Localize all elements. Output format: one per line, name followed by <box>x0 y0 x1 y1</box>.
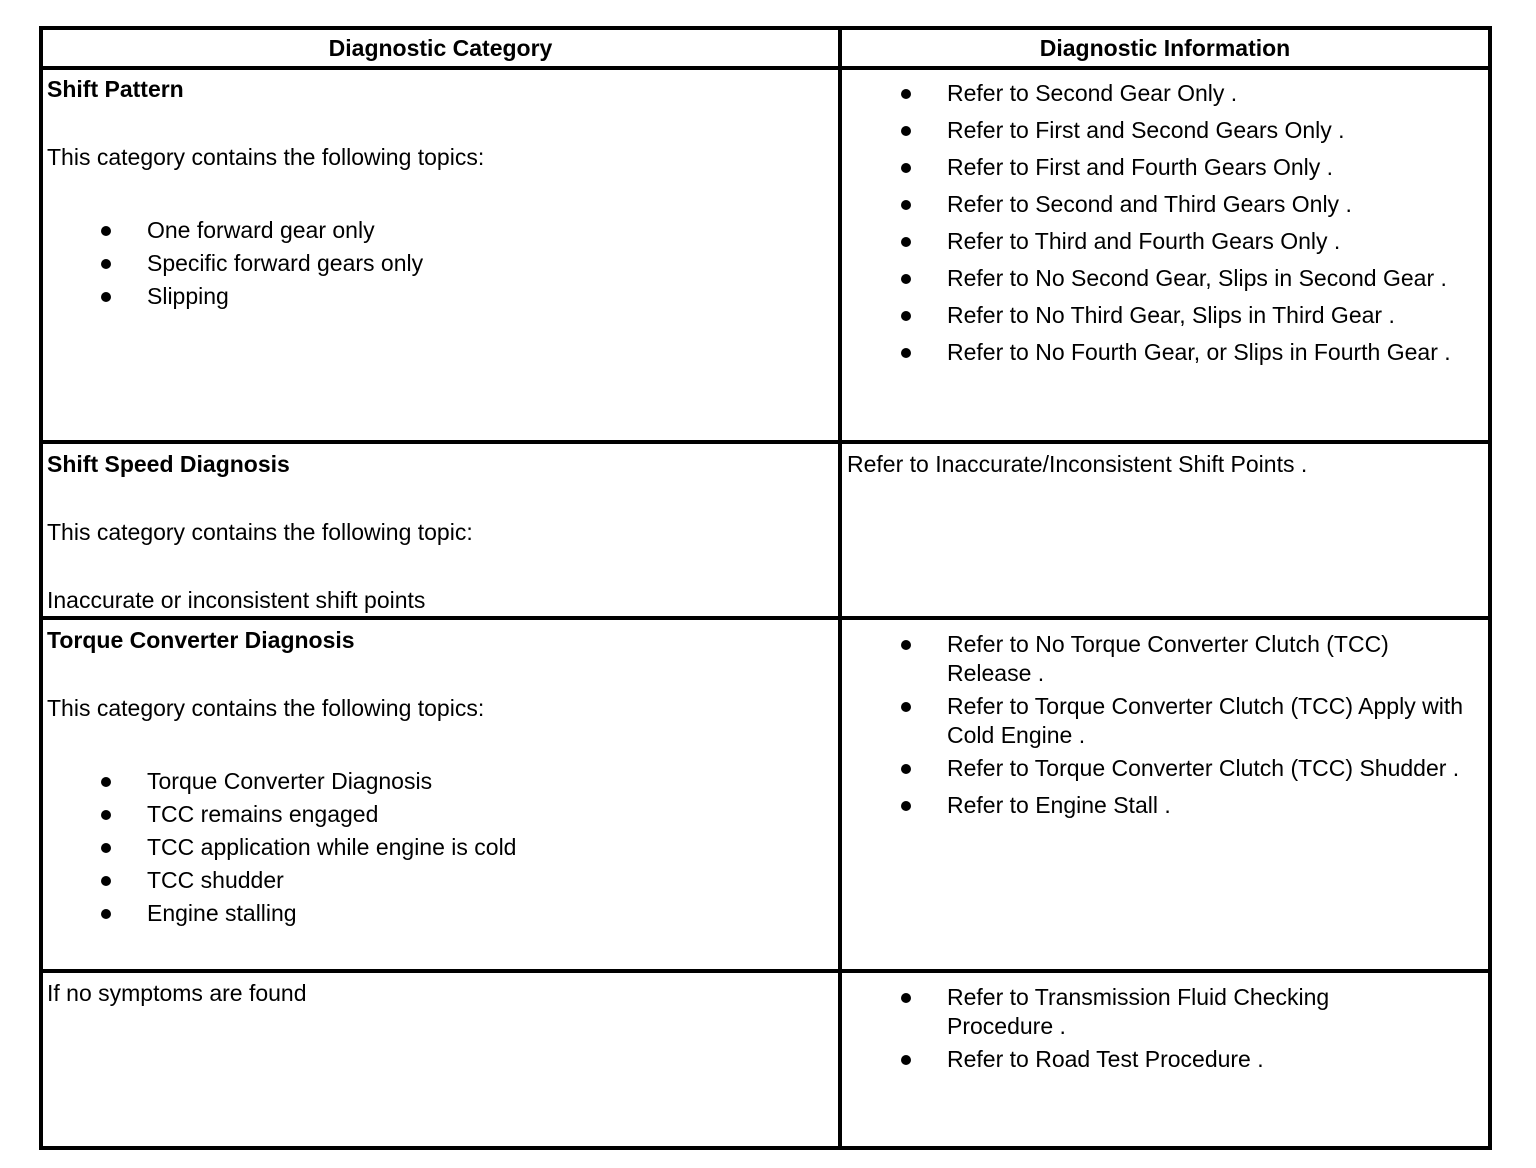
category-intro: This category contains the following topics: <box>47 144 485 170</box>
category-title: Torque Converter Diagnosis <box>47 627 355 653</box>
list-item: TCC application while engine is cold <box>47 831 832 864</box>
bullet-icon <box>101 259 111 269</box>
list-item: Refer to Second and Third Gears Only . <box>847 190 1487 223</box>
info-text: Refer to Inaccurate/Inconsistent Shift Points . <box>847 451 1308 477</box>
bullet-icon <box>101 292 111 302</box>
category-cell-no-symptoms <box>47 977 832 1010</box>
info-cell-shift-pattern <box>847 79 1487 375</box>
info-list <box>847 983 1407 1078</box>
bullet-icon <box>901 163 911 173</box>
category-title: Shift Speed Diagnosis <box>47 451 290 477</box>
header-diagnostic-information: Diagnostic Information <box>1039 35 1291 61</box>
info-list <box>847 630 1467 824</box>
bullet-icon <box>101 909 111 919</box>
list-item: Refer to No Fourth Gear, or Slips in Fourth Gear . <box>847 338 1487 371</box>
bullet-icon <box>901 1055 911 1065</box>
bullet-icon <box>901 764 911 774</box>
info-cell-shift-speed <box>847 448 1487 481</box>
row-divider-1 <box>39 440 1492 444</box>
category-title: Shift Pattern <box>47 76 184 102</box>
bullet-icon <box>901 702 911 712</box>
column-divider <box>838 26 842 1150</box>
bullet-icon <box>901 311 911 321</box>
list-item: TCC remains engaged <box>47 798 832 831</box>
list-item: Torque Converter Diagnosis <box>47 765 832 798</box>
header-diagnostic-category: Diagnostic Category <box>328 35 553 61</box>
bullet-icon <box>101 810 111 820</box>
list-item: Refer to Second Gear Only . <box>847 79 1487 112</box>
category-topic: Inaccurate or inconsistent shift points <box>47 587 426 613</box>
row-divider-3 <box>39 969 1492 973</box>
info-cell-no-symptoms <box>847 983 1407 1082</box>
list-item: Refer to Third and Fourth Gears Only . <box>847 227 1487 260</box>
topic-list <box>47 765 832 930</box>
bullet-icon <box>101 843 111 853</box>
bullet-icon <box>901 200 911 210</box>
list-item: Specific forward gears only <box>47 247 832 280</box>
list-item: Refer to No Third Gear, Slips in Third Gear . <box>847 301 1487 334</box>
bullet-icon <box>901 348 911 358</box>
list-item: Refer to First and Fourth Gears Only . <box>847 153 1487 186</box>
row-divider-header <box>39 66 1492 70</box>
topic-list <box>47 214 832 313</box>
list-item: Slipping <box>47 280 832 313</box>
list-item: Refer to Road Test Procedure . <box>847 1045 1407 1078</box>
list-item: TCC shudder <box>47 864 832 897</box>
list-item: Refer to No Second Gear, Slips in Second Gear . <box>847 264 1487 297</box>
list-item: Refer to First and Second Gears Only . <box>847 116 1487 149</box>
info-cell-torque-converter <box>847 630 1467 828</box>
list-item: Refer to Torque Converter Clutch (TCC) Shudder . <box>847 754 1467 787</box>
category-intro: This category contains the following topic: <box>47 519 473 545</box>
category-text: If no symptoms are found <box>47 980 307 1006</box>
category-cell-torque-converter <box>47 624 832 930</box>
list-item: Refer to Torque Converter Clutch (TCC) Apply with Cold Engine . <box>847 692 1467 750</box>
list-item: Refer to No Torque Converter Clutch (TCC) Release . <box>847 630 1467 688</box>
bullet-icon <box>901 237 911 247</box>
list-item: Engine stalling <box>47 897 832 930</box>
category-cell-shift-pattern <box>47 73 832 313</box>
bullet-icon <box>901 801 911 811</box>
bullet-icon <box>901 89 911 99</box>
bullet-icon <box>901 274 911 284</box>
category-cell-shift-speed <box>47 448 832 617</box>
bullet-icon <box>101 876 111 886</box>
bullet-icon <box>101 226 111 236</box>
bullet-icon <box>901 126 911 136</box>
list-item: Refer to Engine Stall . <box>847 791 1467 824</box>
list-item: Refer to Transmission Fluid Checking Procedure . <box>847 983 1407 1041</box>
bullet-icon <box>101 777 111 787</box>
category-intro: This category contains the following topics: <box>47 695 485 721</box>
bullet-icon <box>901 993 911 1003</box>
list-item: One forward gear only <box>47 214 832 247</box>
bullet-icon <box>901 640 911 650</box>
info-list <box>847 79 1487 371</box>
